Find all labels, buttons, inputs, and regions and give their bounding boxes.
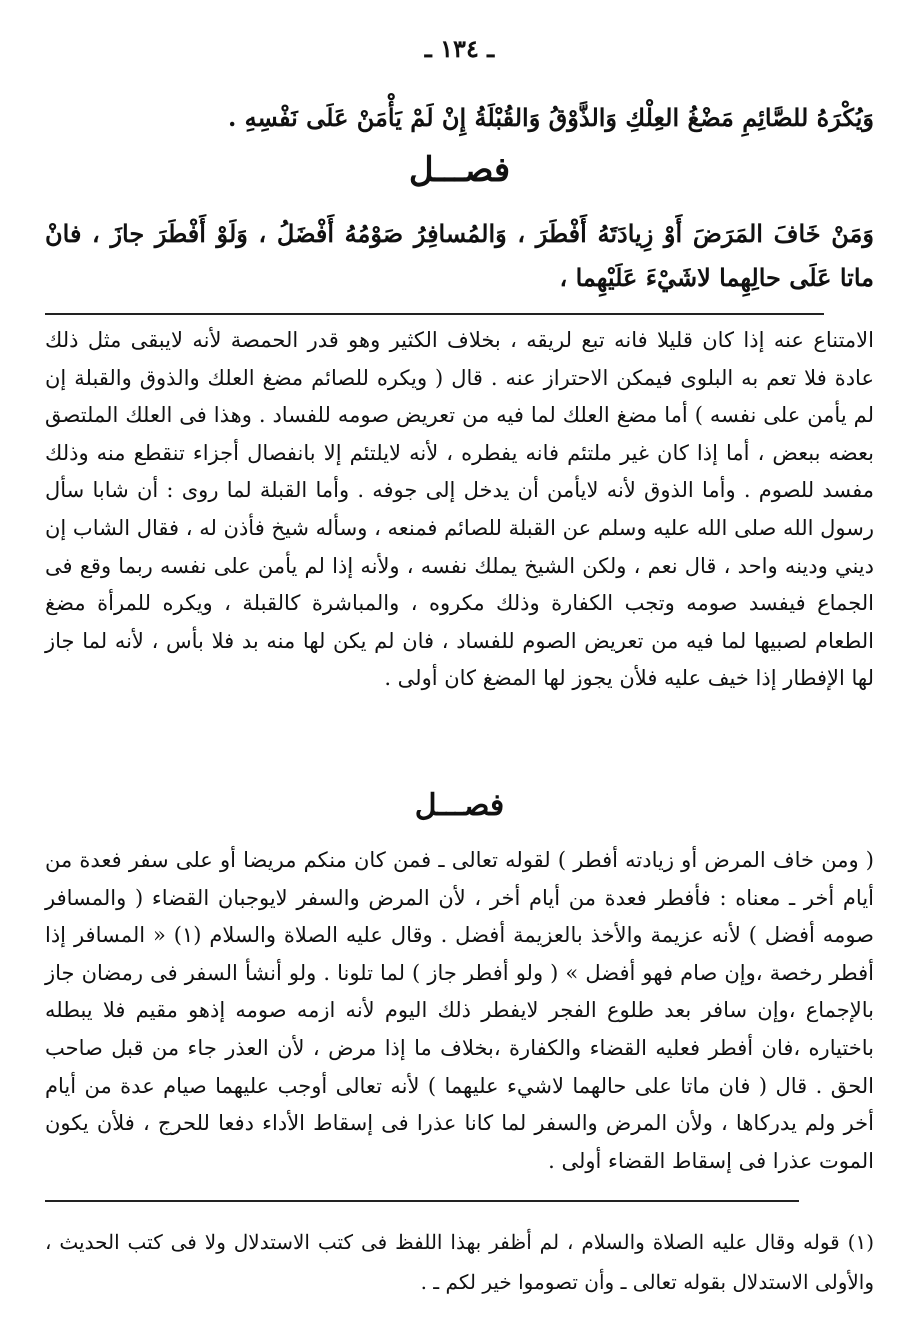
section-heading-2: فصـــل <box>414 788 505 823</box>
footnote-text: (١) قوله وقال عليه الصلاة والسلام ، لم أظفر بهذا اللفظ فى كتب الاستدلال ولا فى كتب الحديث ، والأولى الاستدلال بقوله تعالى ـ وأن تصوموا خير لكم ـ . <box>45 1230 874 1294</box>
section1-matn-text: وَمَنْ خَافَ المَرَضَ أَوْ زِيادَتَهُ أَفْطَرَ ، وَالمُسافِرُ صَوْمُهُ أَفْضَلُ ، وَلَوْ أَفْطَرَ جازَ ، فانْ ماتا عَلَى حالِهِما لاشَيْءَ عَلَيْهِما ، <box>45 219 874 292</box>
matn-commentary-divider <box>45 313 824 315</box>
section2-commentary-text: ( ومن خاف المرض أو زيادته أفطر ) لقوله تعالى ـ فمن كان منكم مريضا أو على سفر فعدة من أيام أخر ـ معناه : فأفطر فعدة من أيام أخر ، لأن المرض والسفر لايوجبان القضاء ( والمسافر صومه أفضل ) لأنه عزيمة والأخذ بالعزيمة أفضل . وقال عليه الصلاة والسلام (١) « المسافر إذا أفطر رخصة ،وإن صام فهو أفضل » ( ولو أفطر جاز ) لما تلونا . ولو أنشأ السفر فى رمضان جاز بالإجماع ،وإن سافر بعد طلوع الفجر لايفطر ذلك اليوم لأنه ازمه صومه إذهو مقيم فلا يبطله باختياره ،فان أفطر فعليه القضاء والكفارة ،بخلاف ما إذا مرض ، لأن العذر جاء من قبل صاحب الحق . قال ( فان ماتا على حالهما لاشيء عليهما ) لأنه تعالى أوجب عليهما صيام عدة من أيام أخر ولم يدركاها ، ولأن المرض والسفر لما كانا عذرا فى إسقاط الأداء دفعا للحرج ، فلأن يكون الموت عذرا فى إسقاط القضاء أولى . <box>45 848 874 1173</box>
top-matn-text: وَيُكْرَهُ للصَّائِمِ مَضْغُ العِلْكِ وَالذَّوْقُ وَالقُبْلَةُ إِنْ لَمْ يَأْمَنْ عَلَى نَفْسِهِ . <box>227 103 874 132</box>
section1-commentary-text: الامتناع عنه إذا كان قليلا فانه تبع لريقه ، بخلاف الكثير وهو قدر الحمصة لأنه لايبقى مثل ذلك عادة فلا تعم به البلوى فيمكن الاحتراز عنه . قال ( ويكره للصائم مضغ العلك والذوق والقبلة إن لم يأمن على نفسه ) أما مضغ العلك لما فيه من تعريض صومه للفساد . وهذا فى العلك الملتصق بعضه ببعض ، أما إذا كان غير ملتئم فانه يفطره ، لأنه لايلتئم إلا بانفصال أجزاء تنقطع منه وذلك مفسد للصوم . وأما الذوق لأنه لايأمن أن يدخل إلى جوفه . وأما القبلة لما روى : أن شابا سأل رسول الله صلى الله عليه وسلم عن القبلة للصائم فمنعه ، وسأله شيخ فأذن له ، فقال الشاب إن ديني ودينه واحد ، قال نعم ، ولكن الشيخ يملك نفسه ، ولأنه إذا لم يأمن على نفسه ربما وقع فى الجماع فيفسد صومه وتجب الكفارة وذلك مكروه ، والمباشرة كالقبلة ، ويكره للمرأة مضغ الطعام لصبيها لما فيه من تعريض الصوم للفساد ، فان لم يكن لها منه بد فلا بأس ، لأنه لما جاز لها الإفطار إذا خيف عليه فلأن يجوز لها المضغ كان أولى . <box>45 328 874 691</box>
page-number: ـ ١٣٤ ـ <box>424 34 495 63</box>
footnote-divider <box>45 1200 799 1202</box>
section-heading-1: فصـــل <box>408 150 511 190</box>
